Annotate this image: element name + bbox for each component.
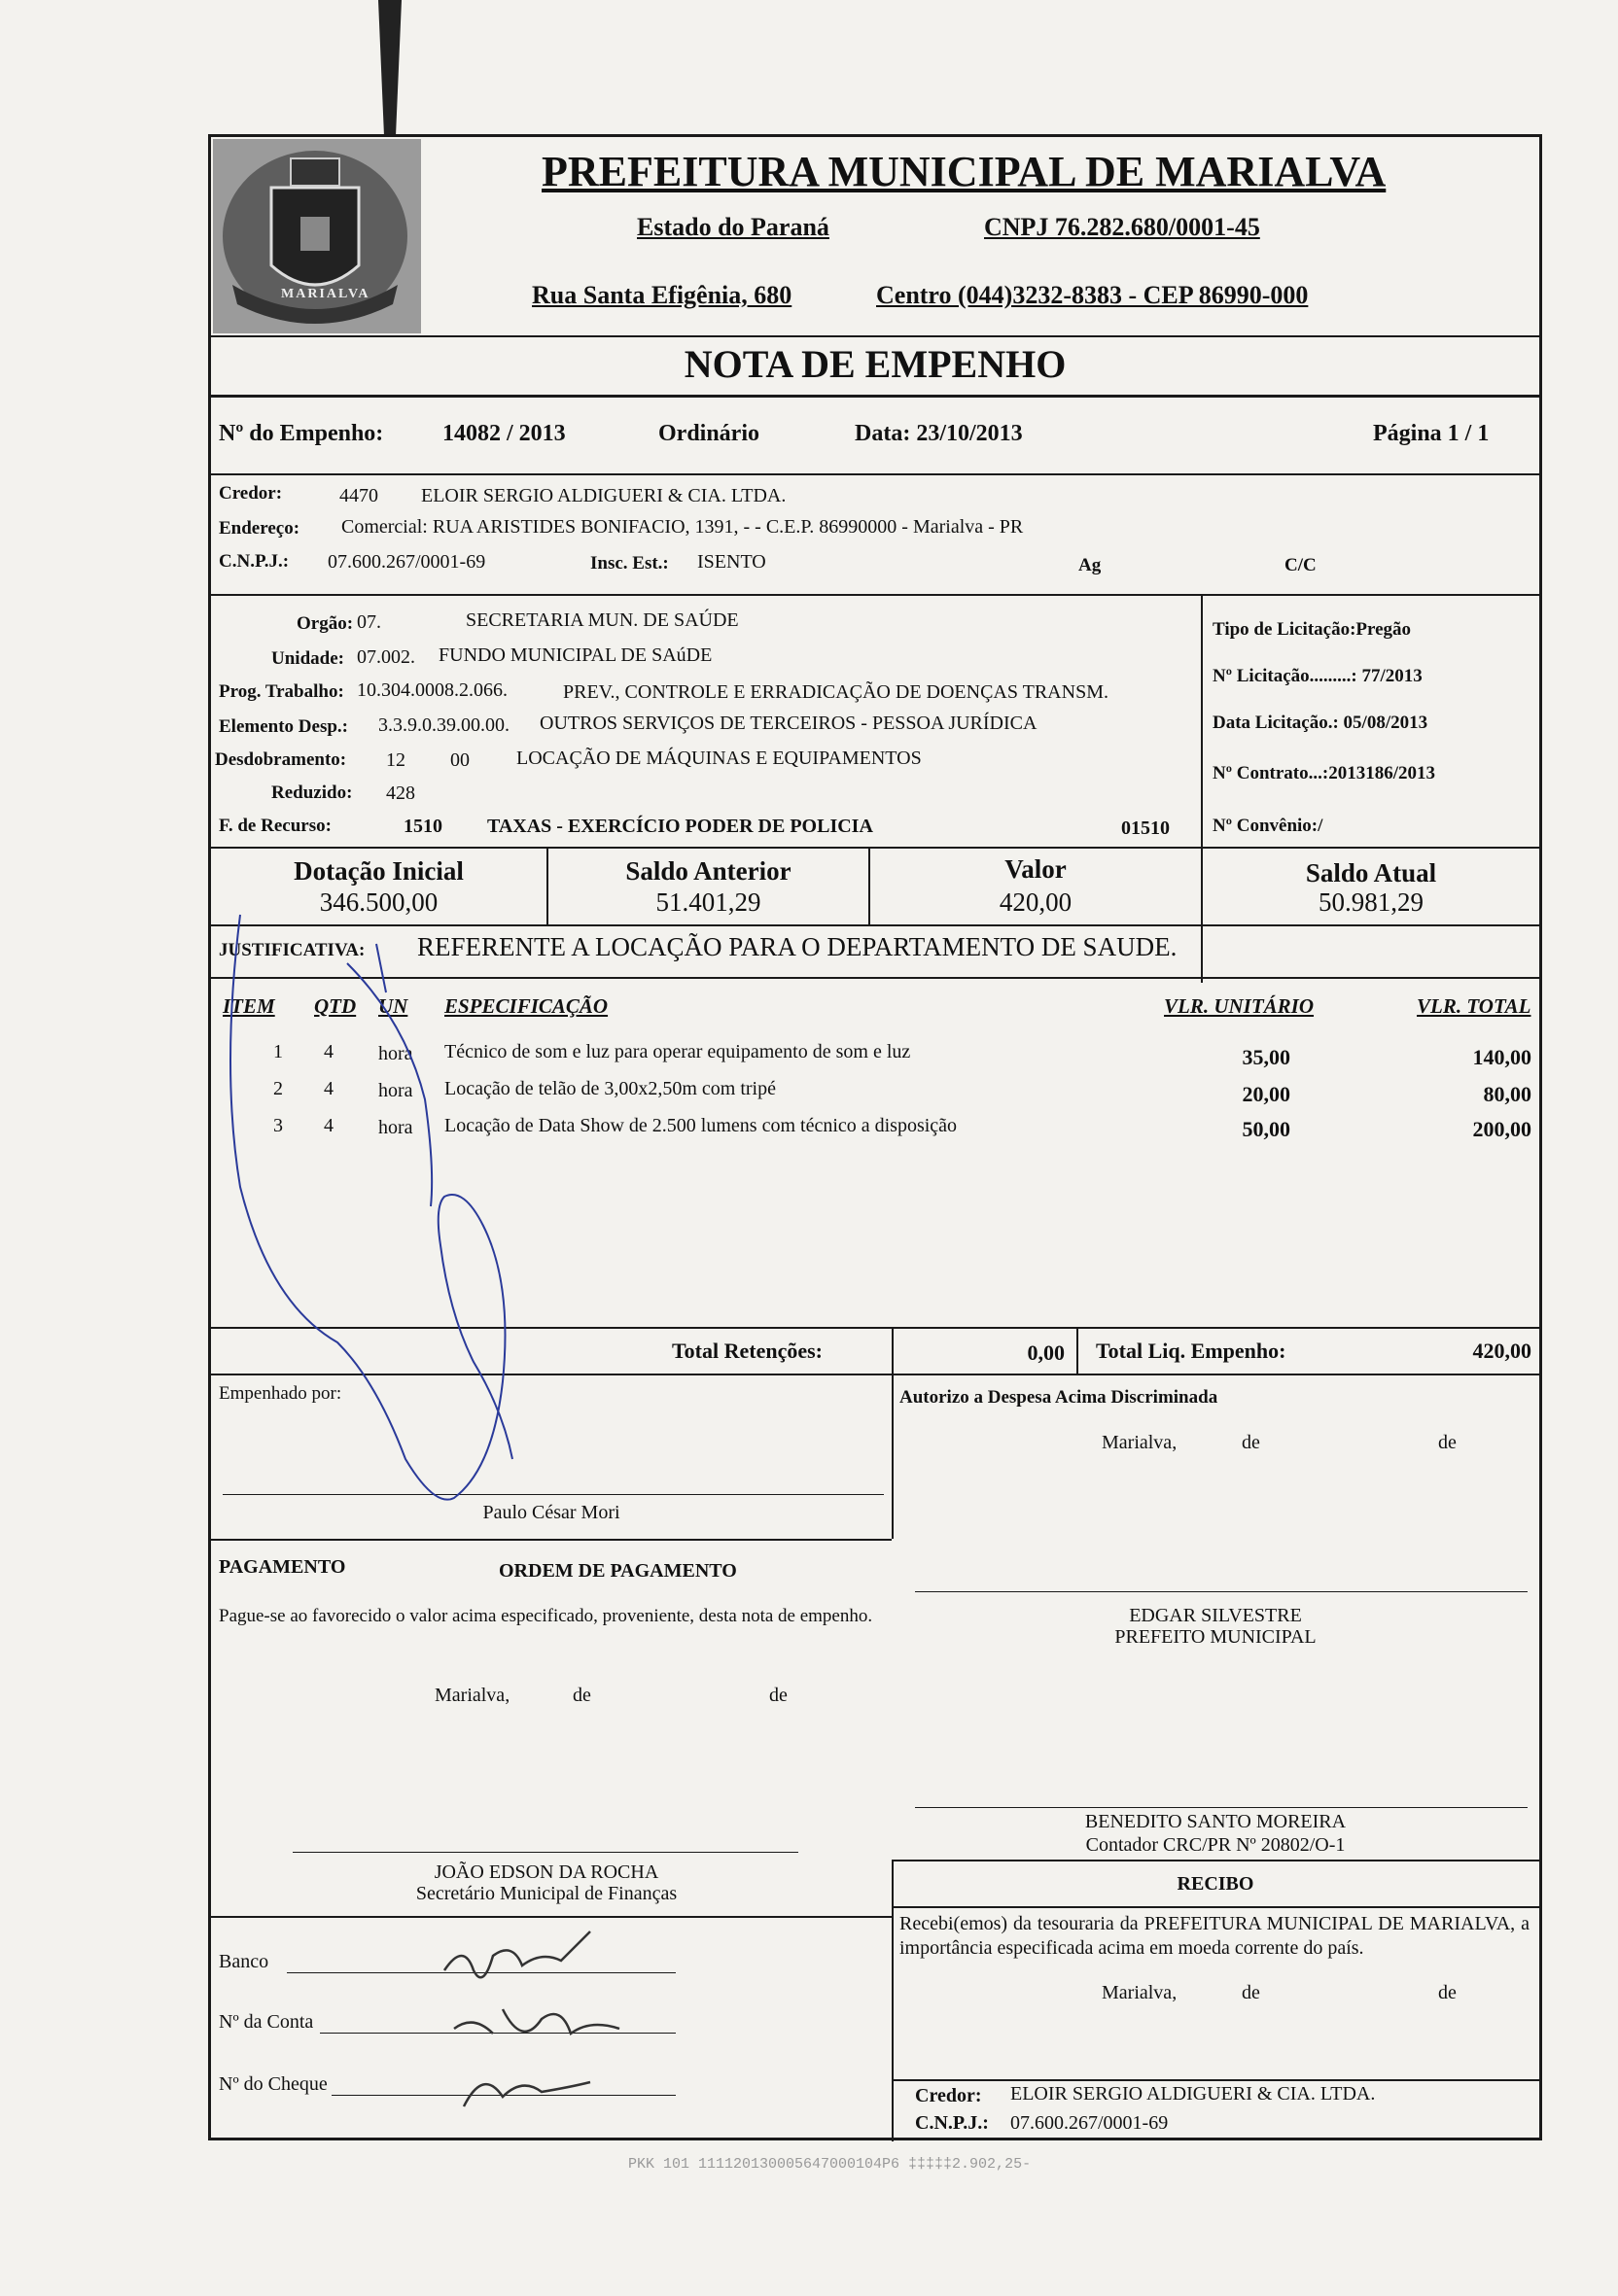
page-number: Página 1 / 1	[1373, 421, 1490, 446]
recurso-full-code: 01510	[1121, 818, 1170, 839]
item-unit-value: 50,00	[1242, 1117, 1290, 1141]
saldo-anterior-value: 51.401,29	[655, 887, 761, 917]
pagamento-text: Pague-se ao favorecido o valor acima especificado, proveniente, desta nota de empenho.	[219, 1606, 873, 1626]
licitacao-data: Data Licitação.: 05/08/2013	[1213, 713, 1428, 733]
item-number: 3	[273, 1115, 283, 1136]
item-qtd: 4	[324, 1078, 334, 1099]
retencoes-value: 0,00	[1027, 1340, 1065, 1365]
credor-address: Comercial: RUA ARISTIDES BONIFACIO, 1391, - - C.E.P. 86990000 - Marialva - PR	[341, 516, 1024, 538]
desdobramento-label: Desdobramento:	[215, 749, 347, 770]
handwritten-bank-signature	[435, 1922, 649, 2116]
recibo-credor-name: ELOIR SERGIO ALDIGUERI & CIA. LTDA.	[1010, 2083, 1376, 2105]
justificativa-text: REFERENTE A LOCAÇÃO PARA O DEPARTAMENTO DE SAUDE.	[417, 932, 1178, 961]
item-un: hora	[378, 1117, 413, 1138]
empenho-number: 14082 / 2013	[442, 421, 566, 446]
prefeito-role: PREFEITO MUNICIPAL	[1114, 1626, 1317, 1648]
nota-de-empenho-form	[208, 134, 1542, 2140]
secretario-role: Secretário Municipal de Finanças	[415, 1883, 678, 1904]
footer-barcode-text: PKK 101 111120130005647000104P6 ‡‡‡‡‡2.902,25-	[628, 2156, 1032, 2173]
contador-name: BENEDITO SANTO MOREIRA	[1084, 1811, 1347, 1832]
desdobramento-sub: 00	[450, 749, 470, 771]
header-cnpj: CNPJ 76.282.680/0001-45	[984, 213, 1260, 241]
empenho-number-label: Nº do Empenho:	[219, 421, 384, 446]
recibo-text: Recebi(emos) da tesouraria da PREFEITURA MUNICIPAL DE MARIALVA, a importância especificada acima em moeda corrente do país.	[899, 1913, 1530, 1959]
empenho-type: Ordinário	[658, 421, 760, 446]
credor-name: ELOIR SERGIO ALDIGUERI & CIA. LTDA.	[421, 485, 787, 506]
scan-edge-mark	[372, 0, 402, 136]
recibo-place: Marialva,	[1102, 1982, 1178, 2003]
item-total-value: 80,00	[1483, 1082, 1531, 1106]
licitacao-numero: Nº Licitação.........: 77/2013	[1213, 666, 1423, 686]
credor-label: Credor:	[219, 483, 283, 504]
dotacao-label: Dotação Inicial	[294, 856, 464, 886]
secretario-name: JOÃO EDSON DA ROCHA	[434, 1861, 659, 1883]
credor-code: 4470	[339, 485, 378, 506]
empenhado-name: Paulo César Mori	[482, 1502, 620, 1523]
prefeito-name: EDGAR SILVESTRE	[1129, 1605, 1302, 1626]
col-spec: ESPECIFICAÇÃO	[444, 994, 609, 1018]
pagamento-label: PAGAMENTO	[219, 1556, 346, 1578]
recurso-code: 1510	[404, 816, 442, 837]
item-spec: Locação de Data Show de 2.500 lumens com técnico a disposição	[444, 1115, 958, 1136]
header-district-phone: Centro (044)3232-8383 - CEP 86990-000	[876, 281, 1309, 309]
orgao-code: 07.	[357, 611, 381, 633]
prog-code: 10.304.0008.2.066.	[357, 679, 508, 701]
desdobramento-code: 12	[386, 749, 405, 771]
address-label: Endereço:	[219, 518, 300, 539]
reduzido-label: Reduzido:	[271, 783, 353, 803]
conta-label: Nº da Conta	[219, 2011, 314, 2033]
col-qtd: QTD	[314, 994, 357, 1018]
elemento-label: Elemento Desp.:	[219, 716, 348, 737]
autorizo-text: Autorizo a Despesa Acima Discriminada	[899, 1387, 1218, 1408]
elemento-name: OUTROS SERVIÇOS DE TERCEIROS - PESSOA JURÍDICA	[540, 713, 1038, 734]
orgao-label: Orgão:	[297, 613, 354, 634]
item-spec: Técnico de som e luz para operar equipamento de som e luz	[444, 1041, 911, 1062]
autorizo-de1: de	[1242, 1432, 1260, 1453]
pagamento-place: Marialva,	[435, 1685, 510, 1706]
recurso-name: TAXAS - EXERCÍCIO PODER DE POLICIA	[487, 816, 873, 837]
item-qtd: 4	[324, 1041, 334, 1062]
cheque-label: Nº do Cheque	[219, 2073, 328, 2095]
cc-label: C/C	[1284, 555, 1317, 575]
item-un: hora	[378, 1043, 413, 1064]
recibo-de2: de	[1438, 1982, 1457, 2003]
unidade-code: 07.002.	[357, 646, 415, 668]
insc-value: ISENTO	[697, 551, 766, 573]
col-un: UN	[378, 994, 408, 1018]
liquido-value: 420,00	[1472, 1339, 1531, 1363]
item-un: hora	[378, 1080, 413, 1101]
item-total-value: 140,00	[1472, 1045, 1531, 1069]
dotacao-value: 346.500,00	[319, 887, 439, 917]
prog-name: PREV., CONTROLE E ERRADICAÇÃO DE DOENÇAS TRANSM.	[563, 681, 1108, 703]
col-item: ITEM	[223, 994, 275, 1018]
item-qtd: 4	[324, 1115, 334, 1136]
recibo-cnpj-label: C.N.P.J.:	[915, 2112, 989, 2134]
credor-cnpj: 07.600.267/0001-69	[328, 551, 486, 573]
liquido-label: Total Liq. Empenho:	[1096, 1339, 1286, 1363]
justificativa-label: JUSTIFICATIVA:	[219, 940, 366, 960]
prog-label: Prog. Trabalho:	[219, 681, 344, 702]
recibo-cnpj: 07.600.267/0001-69	[1010, 2112, 1169, 2134]
item-total-value: 200,00	[1472, 1117, 1531, 1141]
contador-role: Contador CRC/PR Nº 20802/O-1	[1085, 1834, 1346, 1856]
seal-banner-text: MARIALVA	[281, 287, 370, 301]
saldo-anterior-label: Saldo Anterior	[625, 856, 791, 886]
coat-of-arms-seal	[213, 139, 421, 333]
recibo-label: RECIBO	[1177, 1873, 1254, 1895]
col-unit-value: VLR. UNITÁRIO	[1164, 994, 1315, 1018]
recibo-de1: de	[1242, 1982, 1260, 2003]
item-spec: Locação de telão de 3,00x2,50m com tripé	[444, 1078, 776, 1099]
header-address: Rua Santa Efigênia, 680	[532, 281, 792, 309]
doc-title: NOTA DE EMPENHO	[684, 342, 1067, 386]
item-unit-value: 20,00	[1242, 1082, 1290, 1106]
reduzido-value: 428	[386, 783, 415, 804]
desdobramento-name: LOCAÇÃO DE MÁQUINAS E EQUIPAMENTOS	[516, 748, 922, 769]
item-unit-value: 35,00	[1242, 1045, 1290, 1069]
recibo-credor-label: Credor:	[915, 2085, 982, 2106]
orgao-name: SECRETARIA MUN. DE SAÚDE	[466, 609, 739, 631]
ordem-pagamento-label: ORDEM DE PAGAMENTO	[499, 1560, 737, 1582]
unidade-name: FUNDO MUNICIPAL DE SAúDE	[439, 644, 713, 666]
autorizo-de2: de	[1438, 1432, 1457, 1453]
pagamento-de2: de	[769, 1685, 788, 1706]
item-number: 1	[273, 1041, 283, 1062]
pagamento-de1: de	[573, 1685, 591, 1706]
prefeitura-title: PREFEITURA MUNICIPAL DE MARIALVA	[542, 148, 1387, 195]
empenhado-label: Empenhado por:	[219, 1383, 342, 1404]
blue-handwritten-signature	[211, 876, 717, 1615]
valor-label: Valor	[1004, 854, 1067, 884]
valor-value: 420,00	[999, 887, 1073, 917]
insc-label: Insc. Est.:	[590, 553, 669, 574]
state-name: Estado do Paraná	[637, 213, 829, 241]
saldo-atual-label: Saldo Atual	[1305, 858, 1437, 887]
saldo-atual-value: 50.981,29	[1319, 887, 1424, 917]
banco-label: Banco	[219, 1951, 269, 1972]
elemento-code: 3.3.9.0.39.00.00.	[378, 714, 510, 736]
ag-label: Ag	[1078, 555, 1102, 575]
unidade-label: Unidade:	[271, 648, 344, 669]
item-number: 2	[273, 1078, 283, 1099]
empenho-date: Data: 23/10/2013	[855, 421, 1023, 446]
retencoes-label: Total Retenções:	[672, 1339, 823, 1363]
cnpj-label: C.N.P.J.:	[219, 551, 290, 572]
convenio-numero: Nº Convênio:/	[1213, 816, 1323, 836]
col-total-value: VLR. TOTAL	[1417, 994, 1531, 1018]
licitacao-tipo: Tipo de Licitação:Pregão	[1213, 619, 1412, 640]
autorizo-place: Marialva,	[1102, 1432, 1178, 1453]
recurso-label: F. de Recurso:	[219, 816, 332, 836]
contrato-numero: Nº Contrato...:2013186/2013	[1213, 763, 1435, 783]
